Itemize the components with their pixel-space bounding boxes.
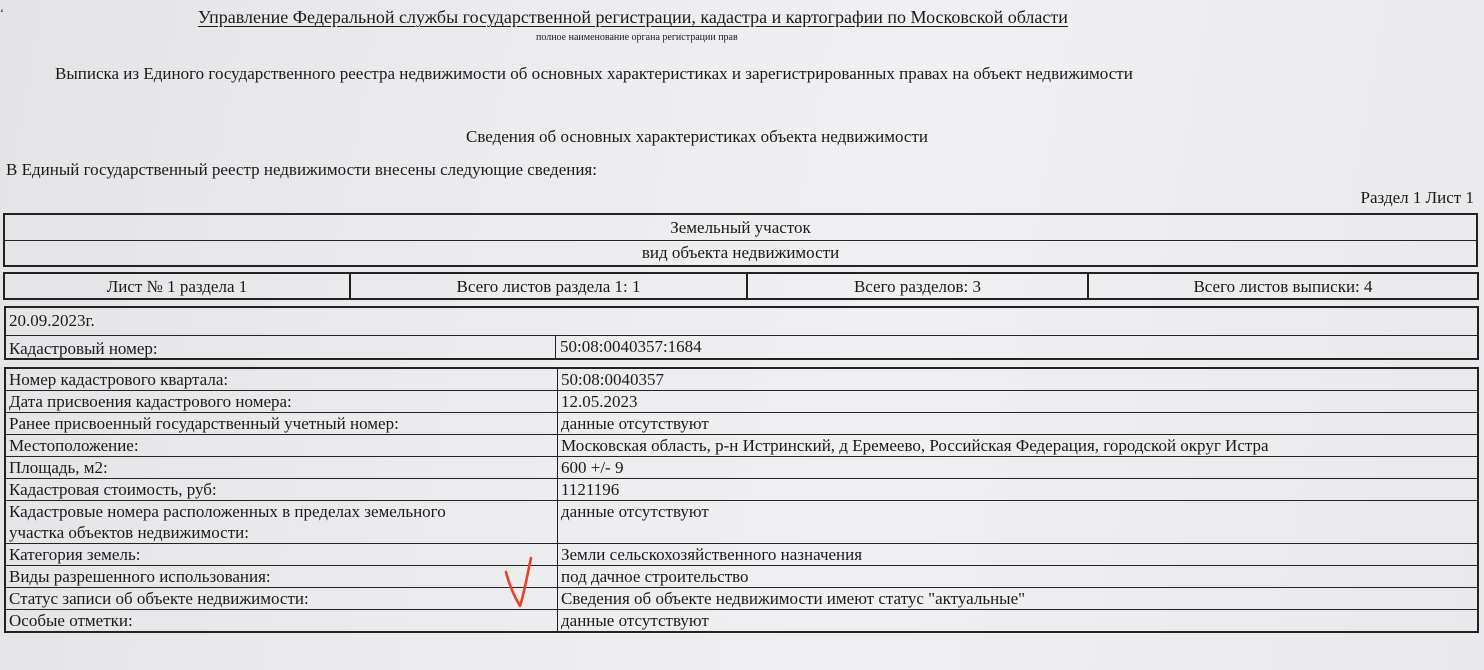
row-label: Особые отметки: (5, 610, 558, 633)
authority-note: полное наименование органа регистрации прав (536, 32, 738, 43)
row-label-line: Кадастровые номера расположенных в пределах земельного (9, 502, 446, 521)
row-label: Местоположение: (5, 435, 558, 457)
divider (555, 335, 556, 358)
table-row (5, 435, 1478, 457)
row-value: 1121196 (558, 479, 1479, 501)
row-label (5, 501, 558, 544)
row-value: 50:08:0040357 (558, 368, 1479, 391)
table-row (5, 457, 1478, 479)
table-row (5, 413, 1478, 435)
row-value: данные отсутствуют (558, 501, 1479, 544)
table-row (5, 391, 1478, 413)
row-value: данные отсутствуют (558, 413, 1479, 435)
authority-name: Управление Федеральной службы государственной регистрации, кадастра и картографии по Московской области (198, 7, 1068, 27)
checkmark-icon (500, 552, 536, 612)
row-label: Номер кадастрового квартала: (5, 368, 558, 391)
row-value: 12.05.2023 (558, 391, 1479, 413)
intro-text: В Единый государственный реестр недвижимости внесены следующие сведения: (6, 160, 597, 179)
row-label: Статус записи об объекте недвижимости: (5, 588, 558, 610)
row-label-line: участка объектов недвижимости: (9, 523, 249, 542)
row-label: Виды разрешенного использования: (5, 566, 558, 588)
table-row (5, 501, 1478, 544)
divider (6, 335, 1477, 336)
total-sheets-extract: Всего листов выписки: 4 (1193, 277, 1373, 296)
row-value: 600 +/- 9 (558, 457, 1479, 479)
table-row (5, 566, 1478, 588)
object-type: Земельный участок (5, 218, 1476, 241)
cadastral-number-value: 50:08:0040357:1684 (560, 337, 702, 356)
row-value: под дачное строительство (558, 566, 1479, 588)
total-sections: Всего разделов: 3 (748, 274, 1089, 298)
table-row (5, 368, 1478, 391)
characteristics-table (4, 367, 1479, 633)
document-title: Выписка из Единого государственного реестра недвижимости об основных характеристиках и зарегистрированных правах на объект недвижимости (55, 64, 1133, 83)
table-row (5, 479, 1478, 501)
row-value: Сведения об объекте недвижимости имеют статус "актуальные" (558, 588, 1479, 610)
row-label: Дата присвоения кадастрового номера: (5, 391, 558, 413)
sheet-number: Лист № 1 раздела 1 (5, 274, 351, 298)
table-row (5, 588, 1478, 610)
object-type-box (3, 213, 1478, 267)
corner-tick: ‘ (0, 6, 4, 20)
row-label: Кадастровая стоимость, руб: (5, 479, 558, 501)
row-value: данные отсутствуют (558, 610, 1479, 633)
row-label: Ранее присвоенный государственный учетный номер: (5, 413, 558, 435)
row-label: Площадь, м2: (5, 457, 558, 479)
table-row (5, 610, 1478, 633)
row-label: Категория земель: (5, 544, 558, 566)
table-row (5, 544, 1478, 566)
row-value: Земли сельскохозяйственного назначения (558, 544, 1479, 566)
cadastral-number-label: Кадастровый номер: (9, 339, 158, 358)
total-sheets-section: Всего листов раздела 1: 1 (351, 274, 748, 298)
section-title: Сведения об основных характеристиках объекта недвижимости (466, 127, 928, 146)
section-sheet-label: Раздел 1 Лист 1 (1360, 188, 1474, 207)
extract-date: 20.09.2023г. (9, 311, 95, 330)
sheets-info-box (3, 272, 1479, 300)
date-cadastral-box (4, 306, 1479, 360)
object-type-caption: вид объекта недвижимости (641, 243, 840, 262)
row-value: Московская область, р-н Истринский, д Еремеево, Российская Федерация, городской округ Истра (558, 435, 1479, 457)
